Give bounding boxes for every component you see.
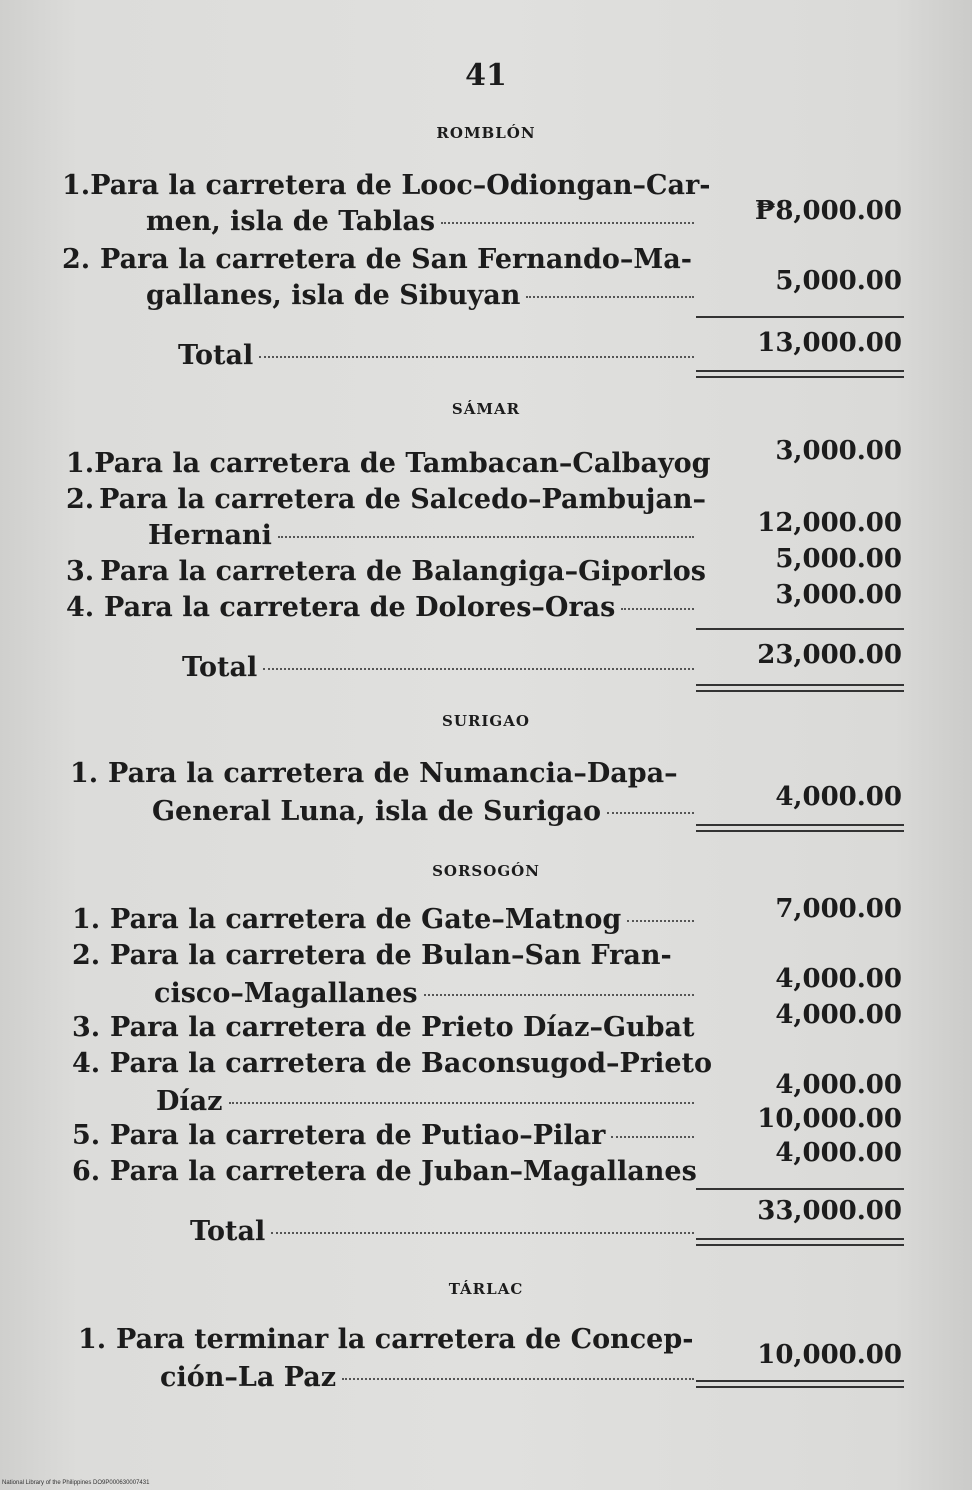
amount: 5,000.00: [775, 544, 902, 574]
page-number: 41: [465, 58, 507, 93]
subtotal-rule: [696, 628, 904, 630]
item-number: 2.: [66, 484, 95, 515]
total-double-rule: [696, 824, 904, 832]
amount: 3,000.00: [775, 436, 902, 466]
total-label: Total: [190, 1216, 266, 1247]
amount: 10,000.00: [757, 1340, 902, 1370]
list-item: [66, 448, 711, 479]
total-amount: 33,000.00: [757, 1196, 902, 1226]
dot-leader: [607, 811, 694, 814]
list-item: [72, 940, 712, 971]
item-text: Para la carretera de Salcedo–Pambujan–: [99, 484, 706, 515]
list-item: [72, 1012, 712, 1043]
dot-leader: [271, 1231, 694, 1234]
list-item: [66, 592, 694, 623]
list-item: [72, 1156, 712, 1187]
item-number: 1.: [72, 904, 101, 935]
section-heading-sorsogon: SORSOGÓN: [432, 862, 540, 880]
item-text: General Luna, isla de Surigao: [152, 796, 602, 827]
subtotal-rule: [696, 1188, 904, 1190]
item-text: Para la carretera de Baconsugod–Prieto: [109, 1048, 712, 1079]
dot-leader: [627, 919, 694, 922]
item-number: 4.: [72, 1048, 101, 1079]
item-number: 2.: [72, 940, 101, 971]
amount: 4,000.00: [775, 1070, 902, 1100]
amount: 10,000.00: [757, 1104, 902, 1134]
item-text: Para la carretera de Numancia–Dapa–: [108, 758, 678, 789]
amount: 4,000.00: [775, 964, 902, 994]
list-item: [72, 1048, 712, 1079]
section-heading-tarlac: TÁRLAC: [448, 1280, 524, 1298]
total-label: Total: [178, 340, 254, 371]
dot-leader: [259, 355, 694, 358]
footer-credit: National Library of the Philippines DO9P000630007431: [2, 1480, 150, 1486]
dot-leader: [278, 535, 694, 538]
total-row: [178, 340, 694, 371]
list-item-continuation: [146, 280, 694, 311]
dot-leader: [526, 295, 694, 298]
amount: 4,000.00: [775, 782, 902, 812]
list-item: [72, 904, 694, 935]
item-number: 6.: [72, 1156, 101, 1187]
list-item: [78, 1324, 718, 1355]
amount: ₱8,000.00: [754, 196, 902, 226]
amount: 5,000.00: [775, 266, 902, 296]
list-item: [66, 484, 706, 515]
list-item: [66, 556, 706, 587]
list-item-continuation: [160, 1362, 694, 1393]
dot-leader: [342, 1377, 694, 1380]
list-item-continuation: [156, 1086, 694, 1117]
amount: 4,000.00: [775, 1000, 902, 1030]
item-text: gallanes, isla de Sibuyan: [146, 280, 521, 311]
item-text: men, isla de Tablas: [146, 206, 436, 237]
item-text: Díaz: [156, 1086, 223, 1117]
item-number: 1.: [66, 448, 95, 479]
total-double-rule: [696, 1238, 904, 1246]
dot-leader: [424, 993, 694, 996]
list-item-continuation: [152, 796, 694, 827]
dot-leader: [229, 1101, 695, 1104]
item-text: Hernani: [148, 520, 272, 551]
item-number: 3.: [72, 1012, 101, 1043]
item-text: Para la carretera de Tambacan–Calbayog: [94, 448, 711, 479]
item-number: 1.: [78, 1324, 107, 1355]
item-text: Para la carretera de Putiao–Pilar: [110, 1120, 606, 1151]
total-amount: 23,000.00: [757, 640, 902, 670]
total-double-rule: [696, 684, 904, 692]
dot-leader: [441, 221, 694, 224]
item-text: cisco–Magallanes: [154, 978, 418, 1009]
section-heading-samar: SÁMAR: [451, 400, 521, 418]
item-number: 1.: [62, 170, 91, 201]
item-text: Para la carretera de San Fernando–Ma-: [100, 244, 692, 275]
subtotal-rule: [696, 316, 904, 318]
section-heading-romblon: ROMBLÓN: [436, 124, 536, 142]
dot-leader: [621, 607, 694, 610]
list-item: [72, 1120, 694, 1151]
item-number: 4.: [66, 592, 95, 623]
amount: 7,000.00: [775, 894, 902, 924]
item-number: 3.: [66, 556, 95, 587]
item-number: 5.: [72, 1120, 101, 1151]
item-number: 1.: [70, 758, 99, 789]
amount: 12,000.00: [757, 508, 902, 538]
total-double-rule: [696, 1380, 904, 1388]
total-row: [190, 1216, 694, 1247]
dot-leader: [263, 667, 694, 670]
list-item: [62, 244, 702, 275]
item-text: Para terminar la carretera de Concep-: [116, 1324, 694, 1355]
item-text: ción–La Paz: [160, 1362, 337, 1393]
total-label: Total: [182, 652, 258, 683]
section-heading-surigao: SURIGAO: [442, 712, 530, 730]
item-text: Para la carretera de Juban–Magallanes: [110, 1156, 697, 1187]
total-amount: 13,000.00: [757, 328, 902, 358]
total-row: [182, 652, 694, 683]
item-text: Para la carretera de Bulan–San Fran-: [110, 940, 672, 971]
item-text: Para la carretera de Gate–Matnog: [110, 904, 622, 935]
list-item-continuation: [146, 206, 694, 237]
item-number: 2.: [62, 244, 91, 275]
list-item: [70, 758, 710, 789]
amount: 3,000.00: [775, 580, 902, 610]
dot-leader: [611, 1135, 694, 1138]
list-item-continuation: [148, 520, 694, 551]
total-double-rule: [696, 370, 904, 378]
item-text: Para la carretera de Balangiga–Giporlos: [100, 556, 706, 587]
item-text: Para la carretera de Dolores–Oras: [104, 592, 616, 623]
amount: 4,000.00: [775, 1138, 902, 1168]
list-item: [62, 170, 711, 201]
item-text: Para la carretera de Looc–Odiongan–Car-: [90, 170, 711, 201]
list-item-continuation: [154, 978, 694, 1009]
item-text: Para la carretera de Prieto Díaz–Gubat: [110, 1012, 695, 1043]
